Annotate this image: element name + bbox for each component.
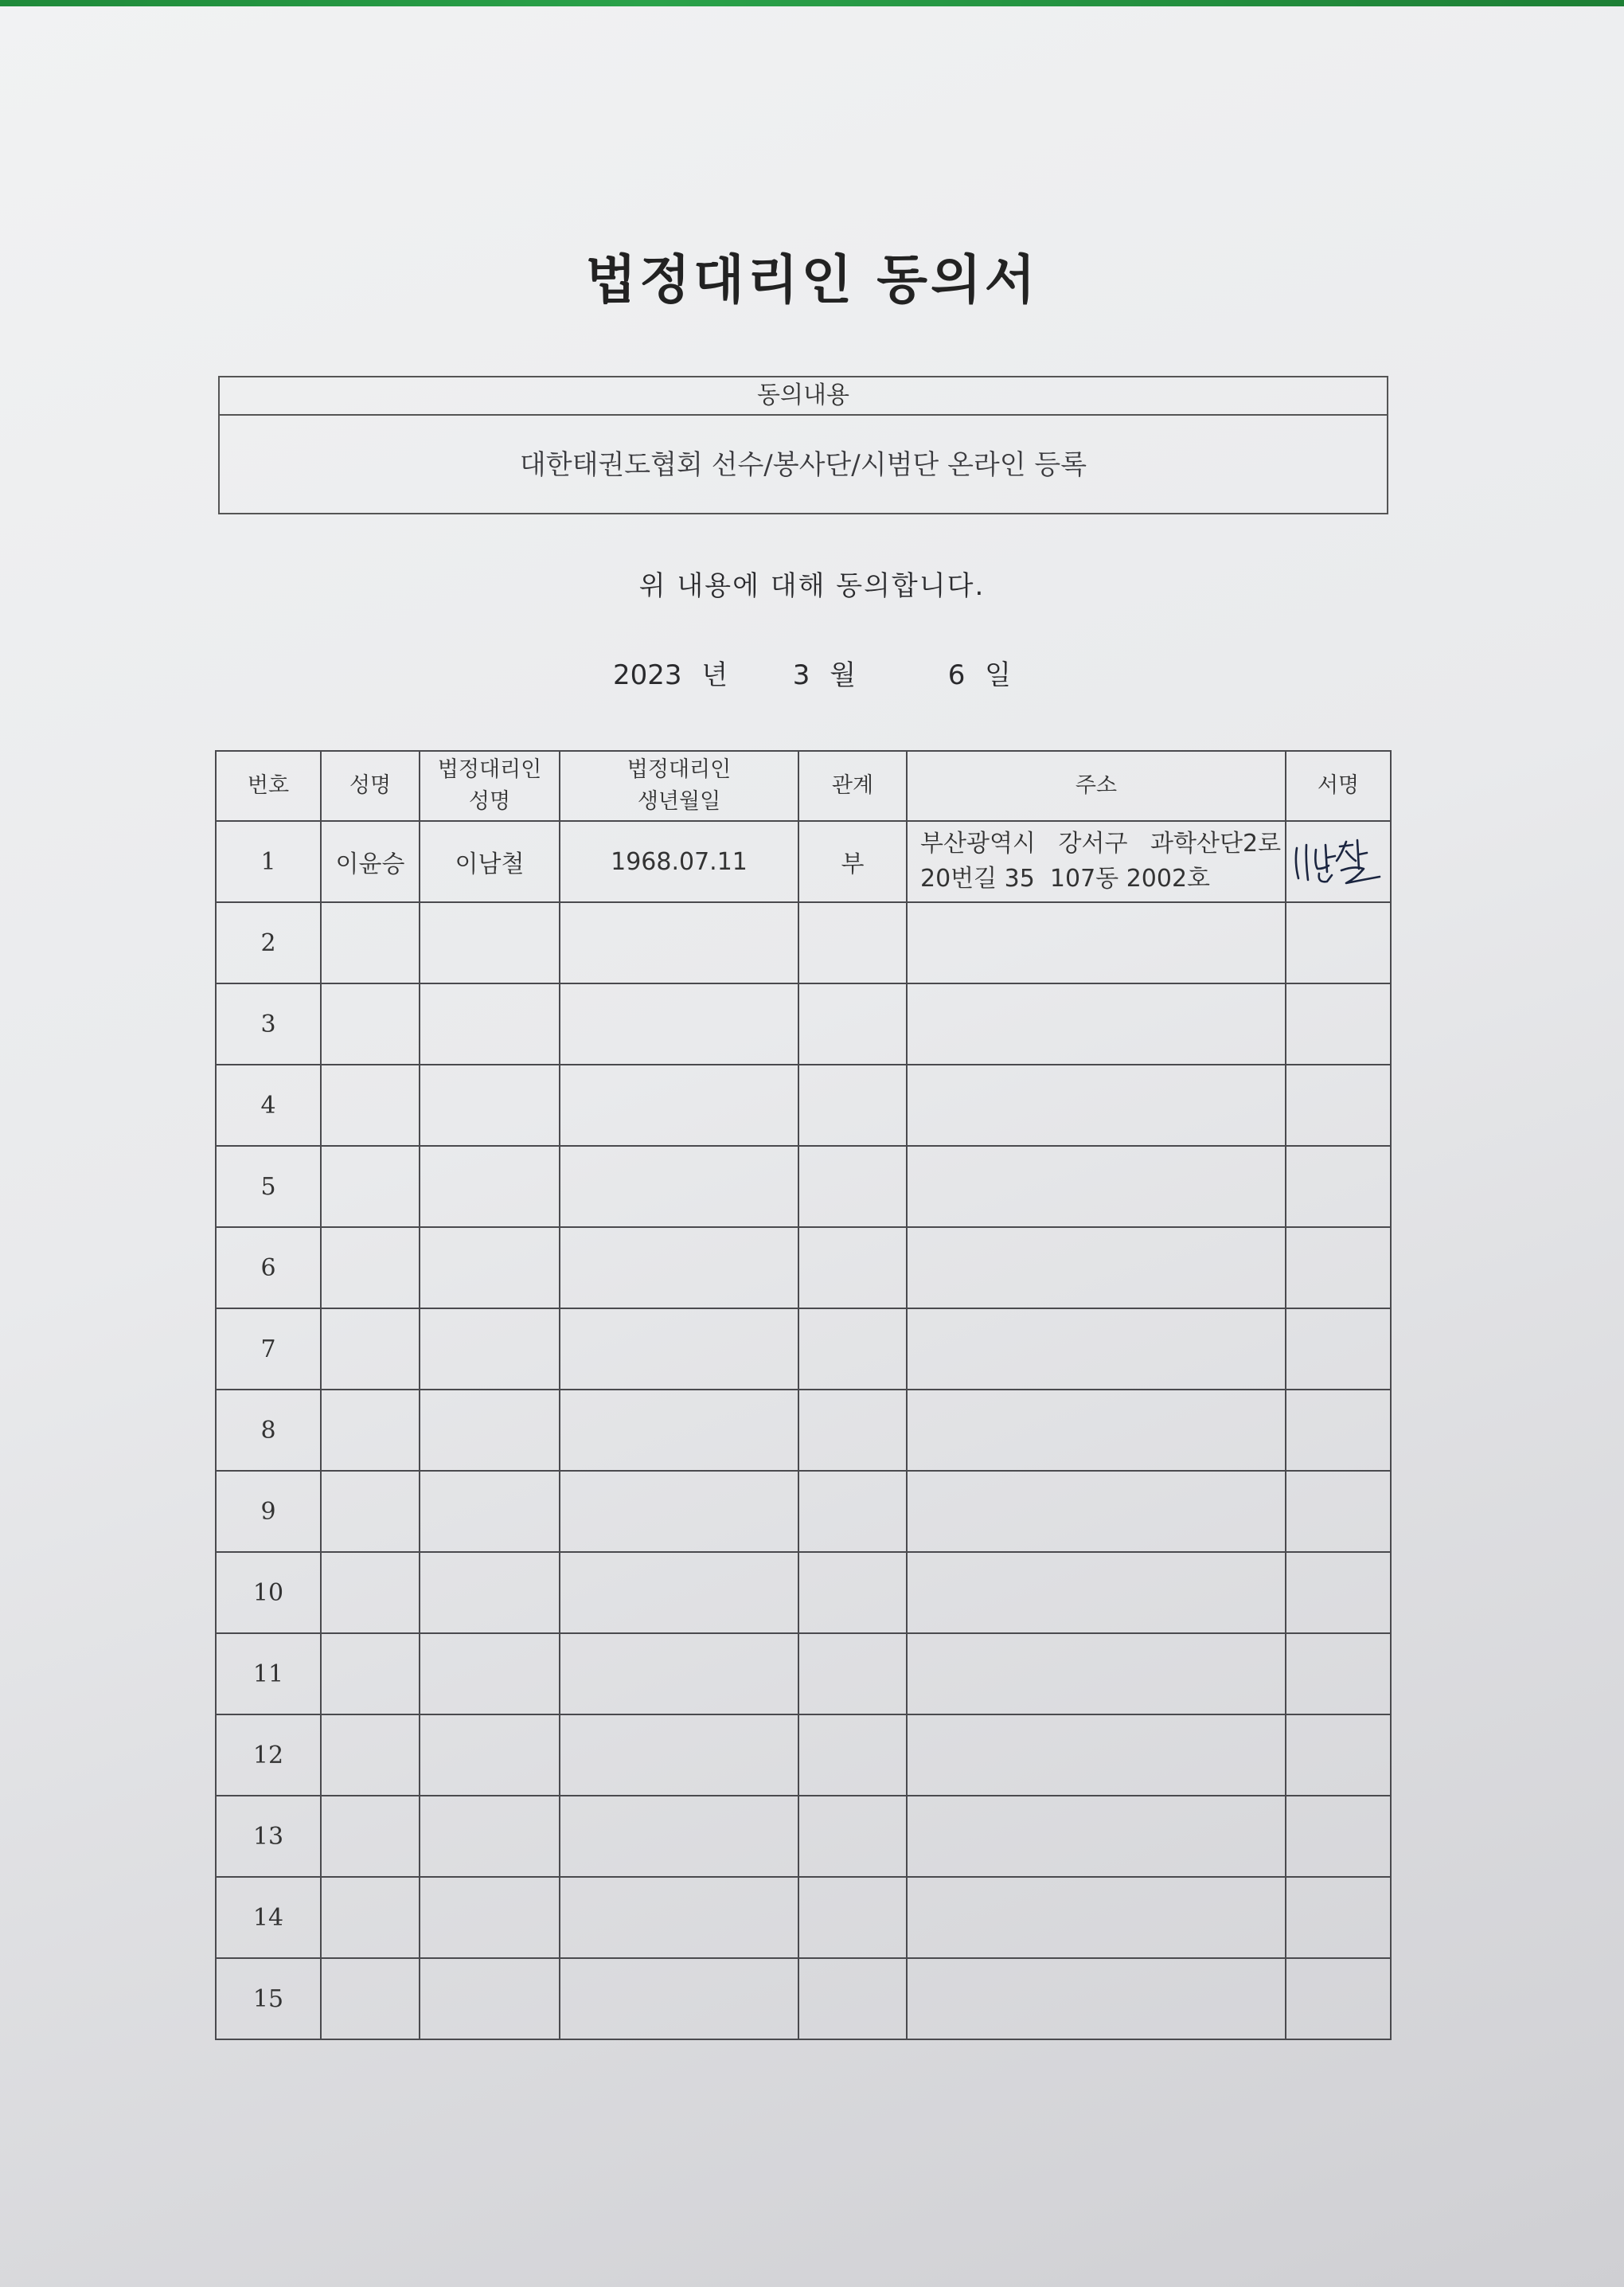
cell-relation — [798, 983, 907, 1065]
handwritten-signature — [1290, 834, 1386, 889]
table-row — [216, 1227, 1391, 1308]
cell-name — [321, 1146, 420, 1227]
cell-number: 7 — [216, 1308, 321, 1390]
cell-relation — [798, 1958, 907, 2039]
cell-address — [907, 1877, 1286, 1958]
cell-address — [907, 1471, 1286, 1552]
cell-address — [907, 1552, 1286, 1633]
cell-guardian-name — [420, 1390, 560, 1471]
cell-relation — [798, 1146, 907, 1227]
cell-address — [907, 821, 1286, 902]
cell-number: 3 — [216, 983, 321, 1065]
cell-number: 4 — [216, 1065, 321, 1146]
table-row — [216, 1552, 1391, 1633]
table-row — [216, 1146, 1391, 1227]
cell-guardian-name — [420, 1308, 560, 1390]
cell-number: 11 — [216, 1633, 321, 1714]
cell-guardian-name — [420, 1877, 560, 1958]
cell-guardian-birth — [560, 1552, 798, 1633]
header-name: 성명 — [321, 751, 420, 821]
cell-name — [321, 902, 420, 983]
cell-name — [321, 1877, 420, 1958]
cell-guardian-name — [420, 1714, 560, 1796]
cell-signature — [1286, 983, 1391, 1065]
cell-guardian-birth — [560, 1471, 798, 1552]
header-guardian-name-line2: 성명 — [468, 789, 511, 814]
address-line2: 20번길 35 107동 2002호 — [920, 865, 1211, 893]
table-row — [216, 1390, 1391, 1471]
cell-guardian-birth — [560, 1146, 798, 1227]
cell-name — [321, 983, 420, 1065]
cell-number: 2 — [216, 902, 321, 983]
cell-signature — [1286, 1227, 1391, 1308]
cell-guardian-birth — [560, 1714, 798, 1796]
cell-guardian-name: 이남철 — [420, 821, 560, 902]
cell-guardian-name — [420, 1146, 560, 1227]
cell-number: 8 — [216, 1390, 321, 1471]
cell-relation — [798, 1877, 907, 1958]
date-day: 6 — [947, 659, 966, 691]
cell-guardian-name — [420, 902, 560, 983]
cell-guardian-birth — [560, 983, 798, 1065]
date-year: 2023 — [612, 659, 682, 691]
cell-relation — [798, 1390, 907, 1471]
date-day-unit: 일 — [985, 659, 1012, 691]
cell-signature — [1286, 1714, 1391, 1796]
cell-name — [321, 1714, 420, 1796]
table-row — [216, 1877, 1391, 1958]
cell-guardian-name — [420, 1471, 560, 1552]
cell-guardian-name — [420, 1633, 560, 1714]
consent-text: 대한태권도협회 선수/봉사단/시범단 온라인 등록 — [519, 449, 1087, 481]
header-guardian-name-line1: 법정대리인 — [437, 757, 542, 782]
cell-guardian-birth — [560, 1877, 798, 1958]
cell-guardian-name — [420, 1958, 560, 2039]
cell-name — [321, 1796, 420, 1877]
cell-address — [907, 1308, 1286, 1390]
cell-guardian-name — [420, 1065, 560, 1146]
cell-name — [321, 1633, 420, 1714]
table-row — [216, 1796, 1391, 1877]
consent-content-box — [218, 376, 1388, 514]
cell-address — [907, 1633, 1286, 1714]
table-row — [216, 1714, 1391, 1796]
cell-address — [907, 1146, 1286, 1227]
cell-signature — [1286, 1796, 1391, 1877]
cell-relation — [798, 1471, 907, 1552]
cell-signature — [1286, 1958, 1391, 2039]
cell-guardian-name — [420, 1552, 560, 1633]
date-month: 3 — [792, 659, 810, 691]
cell-relation — [798, 1796, 907, 1877]
header-signature: 서명 — [1286, 751, 1391, 821]
header-guardian-birth — [560, 751, 798, 821]
cell-signature — [1286, 1308, 1391, 1390]
table-row — [216, 1308, 1391, 1390]
cell-number: 14 — [216, 1877, 321, 1958]
cell-name — [321, 1065, 420, 1146]
cell-guardian-birth — [560, 1308, 798, 1390]
table-header-row — [216, 751, 1391, 821]
cell-relation — [798, 902, 907, 983]
cell-name — [321, 1390, 420, 1471]
date-month-unit: 월 — [830, 659, 857, 691]
consent-date — [0, 653, 1624, 692]
cell-name — [321, 1227, 420, 1308]
cell-number: 10 — [216, 1552, 321, 1633]
cell-address — [907, 1796, 1286, 1877]
cell-guardian-birth — [560, 1390, 798, 1471]
cell-guardian-birth — [560, 1958, 798, 2039]
cell-guardian-name — [420, 983, 560, 1065]
cell-name — [321, 1958, 420, 2039]
cell-guardian-birth — [560, 1633, 798, 1714]
cell-guardian-birth — [560, 902, 798, 983]
cell-number: 1 — [216, 821, 321, 902]
cell-signature — [1286, 1552, 1391, 1633]
cell-number: 12 — [216, 1714, 321, 1796]
table-row — [216, 1633, 1391, 1714]
cell-relation — [798, 1552, 907, 1633]
cell-relation — [798, 1633, 907, 1714]
header-guardian-birth-line1: 법정대리인 — [627, 757, 732, 782]
cell-name — [321, 1552, 420, 1633]
table-row — [216, 1958, 1391, 2039]
cell-signature — [1286, 821, 1391, 902]
cell-signature — [1286, 1471, 1391, 1552]
agreement-statement: 위 내용에 대해 동의합니다. — [638, 570, 986, 602]
table-row — [216, 1065, 1391, 1146]
cell-address — [907, 983, 1286, 1065]
address-line1: 부산광역시 강서구 과학산단2로 — [920, 830, 1282, 858]
cell-name — [321, 1471, 420, 1552]
cell-number: 15 — [216, 1958, 321, 2039]
cell-number: 13 — [216, 1796, 321, 1877]
cell-guardian-birth: 1968.07.11 — [560, 821, 798, 902]
cell-guardian-birth — [560, 1065, 798, 1146]
background-green-strip — [0, 0, 1624, 6]
cell-address — [907, 1714, 1286, 1796]
cell-signature — [1286, 1390, 1391, 1471]
header-number: 번호 — [216, 751, 321, 821]
cell-number: 6 — [216, 1227, 321, 1308]
cell-relation — [798, 1308, 907, 1390]
cell-name — [321, 1308, 420, 1390]
table-row — [216, 1471, 1391, 1552]
cell-guardian-birth — [560, 1227, 798, 1308]
cell-guardian-name — [420, 1796, 560, 1877]
header-guardian-name — [420, 751, 560, 821]
cell-number: 5 — [216, 1146, 321, 1227]
table-row — [216, 821, 1391, 902]
cell-address — [907, 1065, 1286, 1146]
cell-relation — [798, 1065, 907, 1146]
cell-name: 이윤승 — [321, 821, 420, 902]
cell-signature — [1286, 1633, 1391, 1714]
cell-relation — [798, 1227, 907, 1308]
document-title: 법정대리인 동의서 — [585, 249, 1039, 311]
date-year-unit: 년 — [701, 659, 728, 691]
cell-guardian-birth — [560, 1796, 798, 1877]
cell-address — [907, 1390, 1286, 1471]
consent-header: 동의내용 — [220, 377, 1387, 416]
cell-address — [907, 902, 1286, 983]
cell-signature — [1286, 1877, 1391, 1958]
table-row — [216, 983, 1391, 1065]
guardian-roster-table — [215, 750, 1392, 2040]
cell-number: 9 — [216, 1471, 321, 1552]
header-guardian-birth-line2: 생년월일 — [637, 789, 721, 814]
cell-relation — [798, 1714, 907, 1796]
cell-signature — [1286, 1065, 1391, 1146]
cell-signature — [1286, 1146, 1391, 1227]
cell-address — [907, 1958, 1286, 2039]
header-relation: 관계 — [798, 751, 907, 821]
cell-address — [907, 1227, 1286, 1308]
table-row — [216, 902, 1391, 983]
header-address: 주소 — [907, 751, 1286, 821]
cell-signature — [1286, 902, 1391, 983]
cell-relation: 부 — [798, 821, 907, 902]
cell-guardian-name — [420, 1227, 560, 1308]
